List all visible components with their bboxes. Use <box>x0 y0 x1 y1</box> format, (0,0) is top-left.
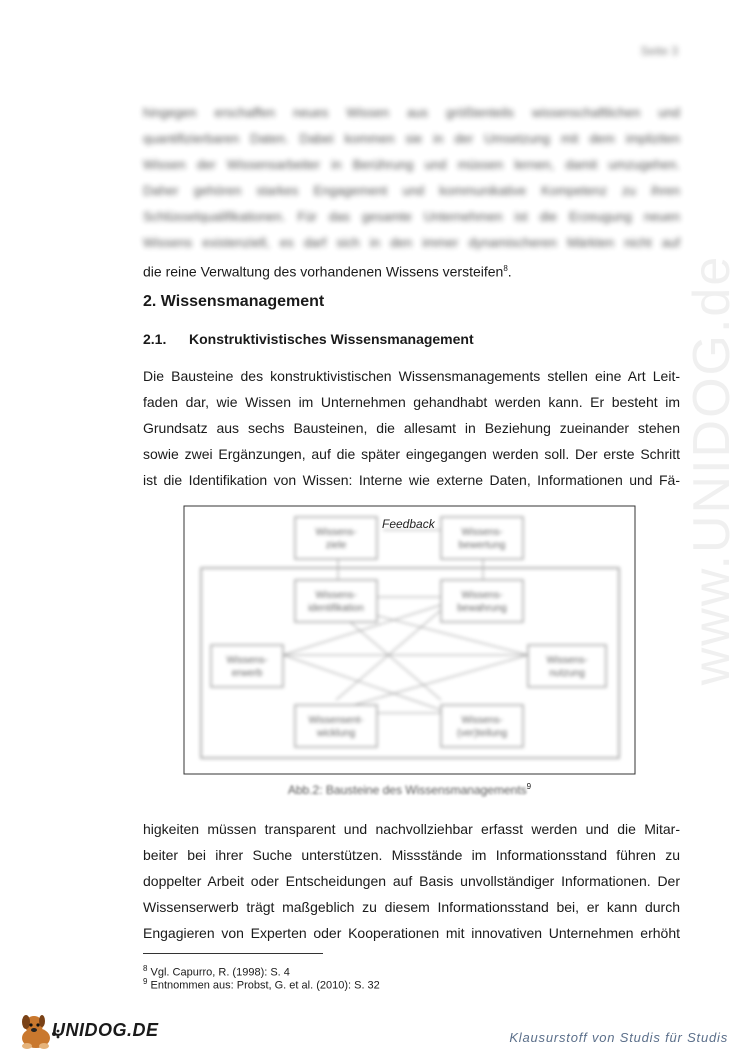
box-entwicklung <box>295 705 377 747</box>
watermark: www.UNIDOG.de <box>683 254 741 686</box>
box-label: Wissens- <box>226 655 268 666</box>
footnote-text: Entnommen aus: Probst, G. et al. (2010): S. 32 <box>150 979 380 992</box>
box-erwerb <box>211 645 283 687</box>
text-line: beiter bei ihrer Suche unterstützen. Missstände im Informationsstand führen zu <box>143 847 680 863</box>
text-line: Engagieren von Experten oder Kooperationen mit innovativen Unternehmen erhöht <box>143 925 680 941</box>
knowledge-management-figure <box>183 505 636 775</box>
text-line-content: die reine Verwaltung des vorhandenen Wissens versteifen <box>143 263 504 280</box>
text-line: Schlüsselqualifikationen. Für das gesamte Unternehmen ist die Erzeugung neuen <box>143 209 680 224</box>
text-line-last <box>143 256 680 285</box>
text-line: Wissen der Wissensarbeiter in Berührung und müssen lernen, damit umzugehen. <box>143 157 680 172</box>
top-paragraph <box>143 100 680 285</box>
text-line: higkeiten müssen transparent und nachvollziehbar erfasst werden und die Mitar- <box>143 821 680 837</box>
footer-slogan: Klausurstoff von Studis für Studis <box>509 1030 728 1045</box>
box-label: nutzung <box>549 668 585 679</box>
box-label: Wissens- <box>461 715 503 726</box>
feedback-label: Feedback <box>382 517 435 531</box>
text-line: Wissenserwerb trägt maßgeblich zu diesem Informationsstand bei, er kann durch <box>143 899 680 915</box>
text-line: doppelter Arbeit oder Entscheidungen auf Basis unvollständiger Informationen. Der <box>143 873 680 889</box>
box-label: wicklung <box>316 728 356 739</box>
footnote-ref: 8 <box>503 264 508 273</box>
text-line-end: . <box>507 263 512 280</box>
box-nutzung <box>528 645 606 687</box>
box-ziele <box>295 517 377 559</box>
footnote-divider <box>143 953 323 954</box>
footnote <box>143 975 380 993</box>
footnote-text: Vgl. Capurro, R. (1998): S. 4 <box>150 966 290 979</box>
box-identifikation <box>295 580 377 622</box>
caption-ref: 9 <box>526 782 532 791</box>
subsection-title: Konstruktivistisches Wissensmanagement <box>189 331 474 347</box>
box-verteilung <box>441 705 523 747</box>
box-label: ziele <box>325 540 347 551</box>
box-label: bewahrung <box>457 603 507 614</box>
mid-paragraph <box>143 363 680 493</box>
subsection-heading <box>143 331 474 347</box>
text-line: ist die Identifikation von Wissen: Interne wie externe Daten, Informationen und Fä- <box>143 472 680 488</box>
figure-diagram <box>183 505 636 775</box>
box-label: Wissens- <box>546 655 588 666</box>
section-heading: 2. Wissensmanagement <box>143 293 325 310</box>
box-label: Wissens- <box>315 590 357 601</box>
footnote-number: 8 <box>143 964 148 973</box>
logo-text: UNIDOG.DE <box>52 1020 159 1040</box>
figure-frame <box>184 506 635 774</box>
box-label: erwerb <box>231 668 263 679</box>
text-line: sowie zwei Ergänzungen, auf die später eingegangen werden soll. Der erste Schritt <box>143 446 680 462</box>
box-bewahrung <box>441 580 523 622</box>
text-line: Die Bausteine des konstruktivistischen Wissensmanagements stellen eine Art Leit- <box>143 368 680 384</box>
box-label: bewertung <box>458 540 506 551</box>
subsection-number: 2.1. <box>143 331 167 347</box>
box-label: Wissens- <box>315 527 357 538</box>
box-label: Wissens- <box>461 527 503 538</box>
box-bewertung <box>441 517 523 559</box>
box-label: (ver)teilung <box>456 728 508 739</box>
box-label: identifikation <box>308 603 364 614</box>
box-label: Wissens- <box>461 590 503 601</box>
box-label: Wissensent- <box>308 715 364 726</box>
text-line: quantifizierbaren Daten. Dabei kommen sie in der Umsetzung mit dem impliziten <box>143 131 680 146</box>
page-number: Seite 3 <box>640 44 678 58</box>
figure-caption <box>183 782 636 797</box>
caption-text: Abb.2: Bausteine des Wissensmanagements <box>287 783 527 797</box>
text-line: faden dar, wie Wissen im Unternehmen gehandhabt werden kann. Er besteht im <box>143 394 680 410</box>
bottom-paragraph <box>143 816 680 946</box>
footnote-number: 9 <box>143 977 148 986</box>
text-line: Wissens existenziell, es darf sich in den immer dynamischeren Märkten nicht auf <box>143 235 680 250</box>
text-line: Daher gehören starkes Engagement und kommunikative Kompetenz zu ihren <box>143 183 680 198</box>
text-line: Grundsatz aus sechs Bausteinen, die allesamt in Beziehung zueinander stehen <box>143 420 680 436</box>
text-line: hingegen erschaffen neues Wissen aus größtenteils wissenschaftlichen und <box>143 105 680 120</box>
